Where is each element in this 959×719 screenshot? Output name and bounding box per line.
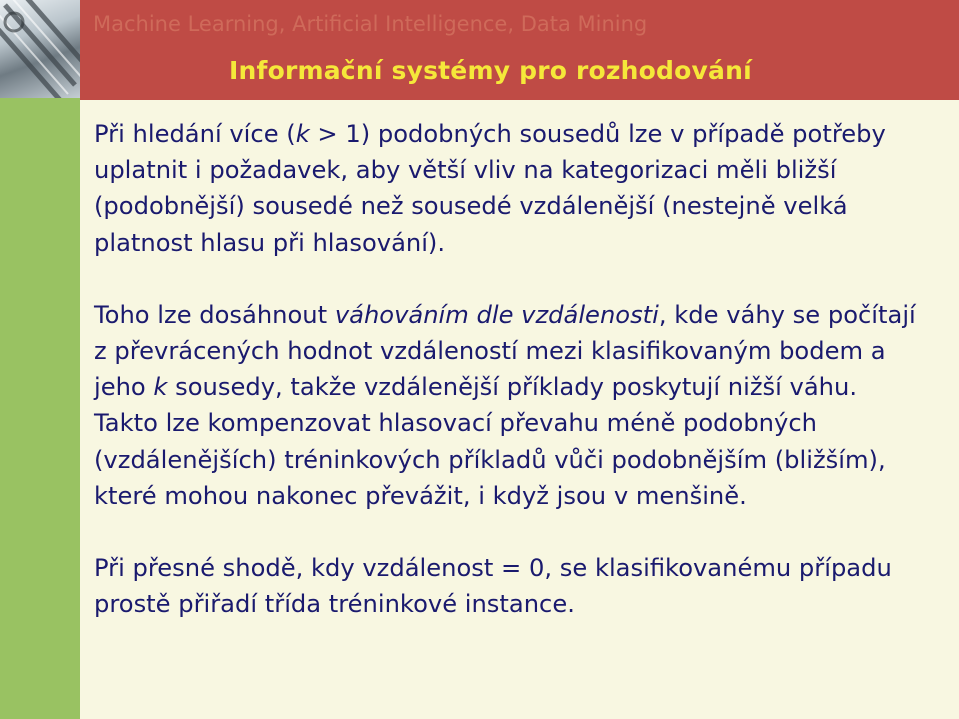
paragraph-weighted-voting bbox=[94, 116, 924, 261]
machine-parts-icon bbox=[0, 0, 80, 98]
text-run: Při přesné shodě, kdy vzdálenost = 0, se klasifikovanému případu prostě přiřadí třída tréninkové instance. bbox=[94, 554, 892, 619]
text-run: , kde váhy se počítají z převrácených hodnot vzdáleností mezi klasifikovaným bodem a jeho bbox=[94, 300, 916, 402]
header-subtitle: Machine Learning, Artificial Intelligence, Data Mining bbox=[93, 12, 648, 36]
corner-photo-image bbox=[0, 0, 80, 98]
text-run: sousedy, takže vzdálenější příklady poskytují nižší váhu. Takto lze kompenzovat hlasovací převahu méně podobných (vzdálenějších) tréninkových příkladů vůči podobnějším (bližším), které mohou nakonec převážit, i když jsou v menšině. bbox=[94, 373, 886, 510]
paragraph-distance-weighting bbox=[94, 297, 924, 514]
paragraph-exact-match bbox=[94, 550, 924, 622]
italic-k: k bbox=[295, 120, 310, 148]
text-run: > 1) podobných sousedů lze v případě potřeby uplatnit i požadavek, aby větší vliv na kategorizaci měli bližší (podobnější) sousedé než sousedé vzdálenější (nestejně velká platnost hlasu při hlasování). bbox=[94, 120, 886, 257]
header-banner bbox=[80, 0, 959, 100]
slide-title: Informační systémy pro rozhodování bbox=[229, 56, 752, 85]
italic-k: k bbox=[153, 373, 168, 402]
text-run: Toho lze dosáhnout bbox=[94, 300, 335, 329]
italic-term: váhováním dle vzdálenosti bbox=[334, 300, 659, 329]
text-run: Při hledání více ( bbox=[94, 120, 296, 148]
slide-content bbox=[94, 116, 924, 622]
left-decorative-bar bbox=[0, 0, 80, 719]
